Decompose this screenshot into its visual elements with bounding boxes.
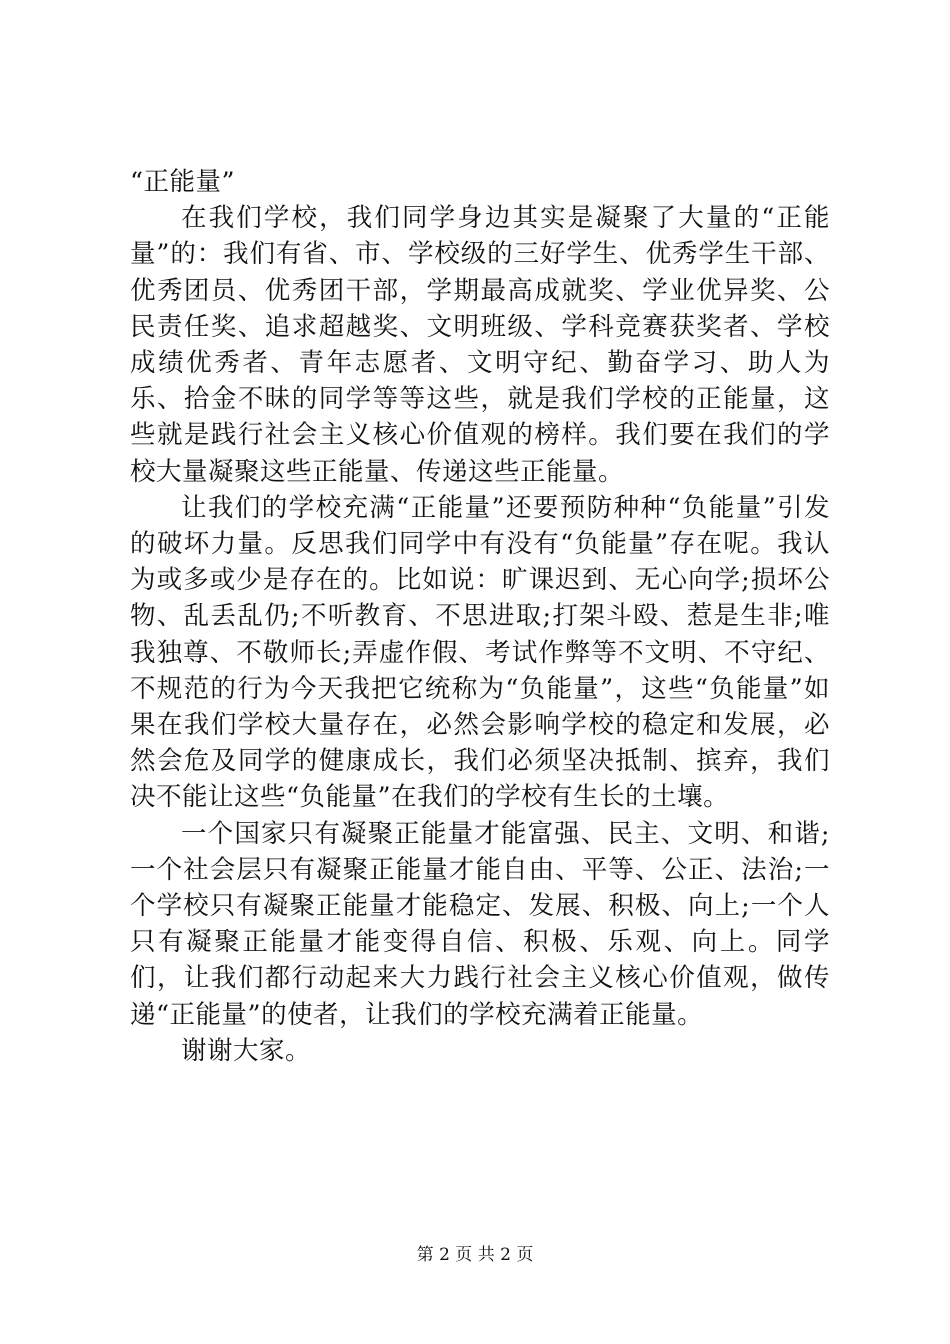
paragraph-thanks: 谢谢大家。 [181,1035,312,1066]
paragraph-conclusion: 一个国家只有凝聚正能量才能富强、民主、文明、和谐;一个社会层只有凝聚正能量才能自由、平等、公正、法治;一个学校只有凝聚正能量才能稳定、发展、积极、向上;一个人只有凝聚正能量才能变得自信、积极、乐观、向上。同学们，让我们都行动起来大力践行社会主义核心价值观，做传递“正能量”的使者，让我们的学校充满着正能量。 [130,818,830,1030]
document-body [130,164,830,1069]
paragraph-positive-energy-examples: 在我们学校，我们同学身边其实是凝聚了大量的“正能量”的：我们有省、市、学校级的三好学生、优秀学生干部、优秀团员、优秀团干部，学期最高成就奖、学业优异奖、公民责任奖、追求超越奖、文明班级、学科竞赛获奖者、学校成绩优秀者、青年志愿者、文明守纪、勤奋学习、助人为乐、拾金不昧的同学等等这些，就是我们学校的正能量，这些就是践行社会主义核心价值观的榜样。我们要在我们的学校大量凝聚这些正能量、传递这些正能量。 [130,203,830,487]
paragraph-negative-energy: 让我们的学校充满“正能量”还要预防种种“负能量”引发的破坏力量。反思我们同学中有没有“负能量”存在呢。我认为或多或少是存在的。比如说：旷课迟到、无心向学;损坏公物、乱丢乱仍;不听教育、不思进取;打架斗殴、惹是生非;唯我独尊、不敬师长;弄虚作假、考试作弊等不文明、不守纪、不规范的行为今天我把它统称为“负能量”，这些“负能量”如果在我们学校大量存在，必然会影响学校的稳定和发展，必然会危及同学的健康成长，我们必须坚决抵制、摈弃，我们决不能让这些“负能量”在我们的学校有生长的土壤。 [130,492,830,813]
page-number-footer: 第 2 页 共 2 页 [416,1245,534,1265]
document-heading-fragment: “正能量” [130,167,236,197]
